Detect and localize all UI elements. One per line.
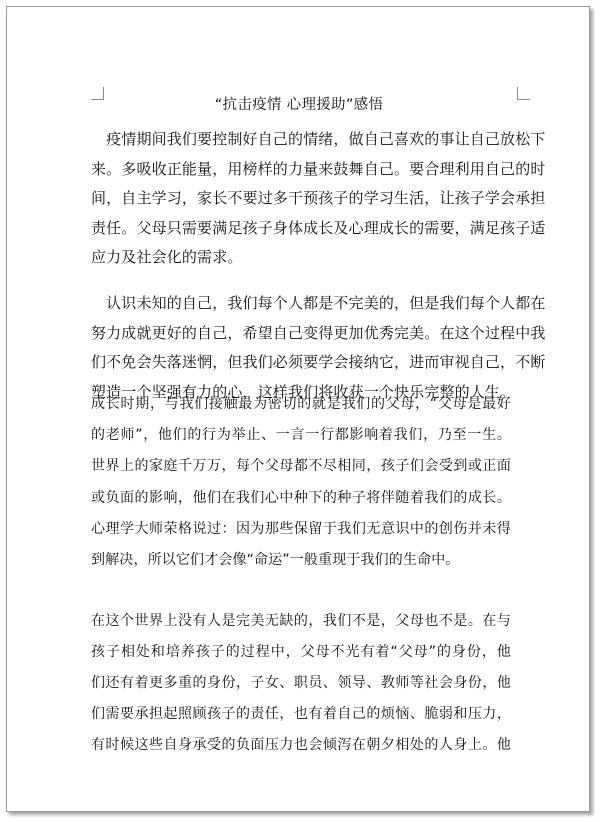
text-line: 成长时期，与我们接触最为密切的就是我们的父母，“父母是最好 — [91, 396, 511, 412]
text-line: 在这个世界上没有人是完美无缺的，我们不是，父母也不是。在与 — [91, 613, 511, 629]
paragraph-1 — [91, 125, 546, 273]
text-line: 间，自主学习，家长不要过多干预孩子的学习生活，让孩子学会承担 — [91, 189, 546, 207]
text-line: 来。多吸收正能量，用榜样的力量来鼓舞自己。要合理利用自己的时 — [91, 159, 546, 178]
paragraph-3 — [91, 389, 511, 576]
text-line: 认识未知的自己，我们每个人都是不完美的，但是我们每个人都在 — [91, 294, 546, 312]
text-line: 应力及社会化的需求。 — [91, 248, 243, 266]
text-line: 们不免会失落迷惘，但我们必须要学会接纳它，进而审视自己，不断 — [91, 353, 546, 371]
text-line: 或负面的影响，他们在我们心中种下的种子将伴随着我们的成长。 — [91, 489, 511, 506]
text-line: 的老师”，他们的行为举止、一言一行都影响着我们，乃至一生。 — [91, 427, 511, 444]
document-title: “抗击疫情 心理援助”感悟 — [214, 97, 384, 113]
text-line: 塑造一个坚强有力的心，这样我们将收获一个快乐完整的人生。 — [91, 382, 516, 401]
text-line: 到解决，所以它们才会像“命运”一般重现于我们的生命中。 — [91, 551, 460, 568]
text-line: 们还有着更多重的身份，子女、职员、领导、教师等社会身份，他 — [91, 675, 511, 691]
text-line: 们需要承担起照顾孩子的责任，也有着自己的烦恼、脆弱和压力， — [91, 706, 511, 722]
text-line: 疫情期间我们要控制好自己的情绪，做自己喜欢的事让自己放松下 — [91, 130, 546, 148]
text-line: 世界上的家庭千万万，每个父母都不尽相同，孩子们会受到或正面 — [91, 458, 511, 475]
text-line: 孩子相处和培养孩子的过程中，父母不光有着“父母”的身份，他 — [91, 644, 511, 660]
document-page — [6, 6, 590, 812]
text-line: 责任。父母只需要满足孩子身体成长及心理成长的需要，满足孩子适 — [91, 218, 546, 237]
text-line: 心理学大师荣格说过：因为那些保留于我们无意识中的创伤并未得 — [91, 520, 511, 537]
text-line: 努力成就更好的自己，希望自己变得更加优秀完美。在这个过程中我 — [91, 323, 546, 342]
text-line: 有时候这些自身承受的负面压力也会倾泻在朝夕相处的人身上。他 — [91, 737, 511, 753]
paragraph-4 — [91, 606, 511, 761]
